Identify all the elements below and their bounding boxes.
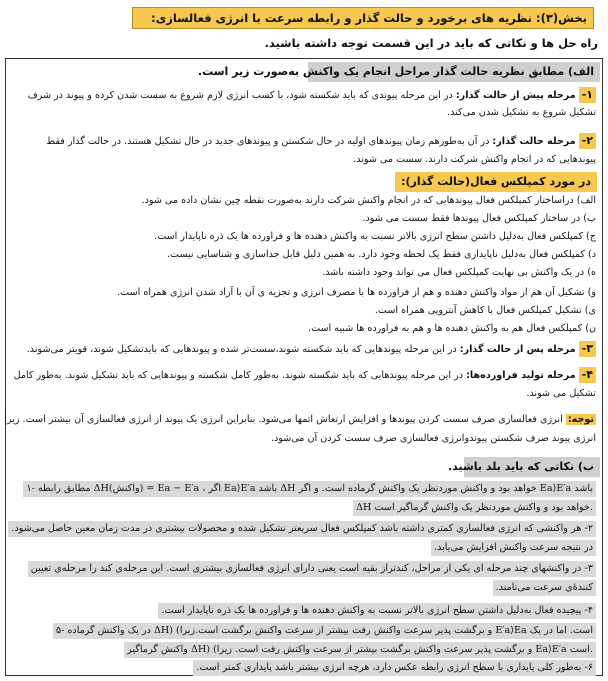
complex-item: ه) در یک واکنش بی نهایت کمپلکس فعال می تواند وجود داشته باشد. xyxy=(322,267,596,278)
tip-line xyxy=(12,561,596,577)
note-tag: توجه: xyxy=(567,414,594,425)
tip-line xyxy=(12,521,596,537)
tip-text: ۱- مطابق رابطه ΔH(واکنش) = Ea − E′a ، اگر Ea⟩E′a باشد ΔH خواهد بود و واکنش موردنظر یک واکنش گرماده است. و اگر Ea⟩E′a باشد xyxy=(23,481,596,497)
step4-line1 xyxy=(12,367,596,384)
complex-item: ج) کمپلکس فعال به‌دلیل داشتن سطح انرژی بالاتر نسبت به واکنش دهنده ها و فراورده ها یک ذره ناپایدار است. xyxy=(154,231,596,242)
tip-line xyxy=(12,603,596,619)
tip-line xyxy=(12,540,596,556)
note-line1 xyxy=(4,412,596,428)
tip-line xyxy=(12,660,596,676)
step2-title: مرحله حالت گذار: xyxy=(492,136,576,147)
intro-text: راه حل ها و نکاتی که باید در این قسمت توجه داشته باشید. xyxy=(264,36,598,50)
complex-item: د) کمپلکس فعال به‌دلیل ناپایداری فقط یک لحظه وجود دارد. به همین دلیل قابل جداسازی و شناسایی نیست. xyxy=(166,249,596,260)
complex-item: ی) تشکیل کمپلکس فعال با کاهش آنتروپی همراه است. xyxy=(374,305,596,316)
tip-text: ۶- به‌طور کلی پایداری با سطح انرژی رابطه عکس دارد، هرچه انرژی بیشتر باشد پایداری کمتر است. xyxy=(193,660,596,676)
section-title: بخش(۳): نظریه های برخورد و حالت گذار و رابطه سرعت با انرژی فعالسازی: xyxy=(132,7,594,29)
tip-text: کنندهٔ‌ی سرعت می‌نامند. xyxy=(493,580,596,596)
step2-line2: پیوندهایی که در انجام واکنش شرکت دارند. سست می شوند. xyxy=(353,154,596,165)
complex-item: ب) در ساختار کمپلکس فعال پیوندها فقط سست می شود. xyxy=(362,213,596,224)
section-b-heading: ب) نکاتی که باید بلد باشید. xyxy=(464,457,600,477)
step3-title: مرحله پس از حالت گذار: xyxy=(459,344,576,355)
tip-line xyxy=(12,642,596,658)
step4-title: مرحله تولید فراورده‌ها: xyxy=(466,370,576,381)
step4-line2: تشکیل می شوند. xyxy=(526,388,596,399)
note-text: انرژی فعالسازی صرف سست کردن پیوندها و افزایش ارتعاش اتمها می‌شود. بنابراین انرژی یک پیوند از انرژی فعالسازی آن بیشتر است. زیرا xyxy=(4,414,563,425)
step2-number: ۲- xyxy=(579,133,596,149)
tip-line xyxy=(12,580,596,596)
step3-line1 xyxy=(12,341,596,358)
tip-text: در نتیجه سرعت واکنش افزایش می‌یابد. xyxy=(431,540,596,556)
tip-text: واکنش گرماگیر ΔH) (و برگشت پذیر سرعت واکنش برگشت بیشتر از سرعت واکنش رفت است. زیرا Ea⟩E′a است. xyxy=(124,642,596,658)
tip-text: ۲- هر واکنشی که انرژی فعالسازی کمتری داشته باشد کمپلکس فعال سریعتر تشکیل شده و محصولات بیشتری در مدت زمان معین حاصل می‌شود. xyxy=(8,521,596,537)
step3-text: در این مرحله پیوندهایی که باید شکسته شوند،سست‌تر شده و پیوندهایی که بایدتشکیل شوند، قویتر می‌شوند. xyxy=(26,344,457,355)
note-line2: انرژی پیوند صرف شکستن پیوندوانرژی فعالسازی صرف سست کردن آن می‌شود. xyxy=(270,433,596,444)
complex-item: ن) کمپلکس فعال هم به واکنش دهنده ها و هم به فراورده ها شبیه است. xyxy=(308,323,596,334)
step1-line2: تشکیل شروع به تشکیل شدن می‌کند. xyxy=(447,107,596,118)
tip-text: ۳- در واکنشهای چند مرحله ای یکی از مراحل، کندتراز بقیه است یعنی دارای انرژی فعالسازی بیشتری است. این مرحله‌ی کند را مرحله‌ی تعیین xyxy=(28,561,596,577)
tip-text: ۵- در یک واکنش گرماده ΔH) (و برگشت پذیر سرعت واکنش رفت بیشتر از سرعت واکنش برگشت است.زیرا E′a⟩Ea است. اما در یک xyxy=(53,623,596,639)
complex-item: و) تشکیل آن هم از مواد واکنش دهنده و هم از فراورده ها با مصرف انرژی و تجزیه ی آن با آزاد شدن انرژی همراه است. xyxy=(117,287,596,298)
step2-line1 xyxy=(12,133,596,150)
tip-line xyxy=(12,481,596,497)
step4-number: ۴- xyxy=(579,367,596,383)
step2-text: در آن به‌طورهم زمان پیوندهای اولیه در حال شکستن و پیوندهای جدید در حال تشکیل هستند. در حالت گذار فقط xyxy=(46,136,490,147)
step4-text: در این مرحله پیوندهایی که باید شکسته شوند. به‌طور کامل شکسته و پیوندهایی که باید تشکیل شوند. به‌طور کامل xyxy=(13,370,464,381)
complex-heading: در مورد کمپلکس فعال(حالت گذار): xyxy=(395,172,597,192)
tip-text: ۴- پیچیده فعال به‌دلیل داشتن سطح انرژی بالاتر نسبت به واکنش دهنده ها و فراورده ها یک ذره ناپایدار است. xyxy=(158,603,596,619)
section-a-heading: الف) مطابق نظریه حالت گذار مراحل انجام یک واکنش به‌صورت زیر است. xyxy=(308,62,600,82)
tip-line xyxy=(12,500,596,516)
content-box xyxy=(5,58,603,676)
step1-line1 xyxy=(12,87,596,104)
tip-text: ΔH خواهد بود و واکنش موردنظر یک واکنش گرماگیر است. xyxy=(353,500,596,516)
step3-number: ۳- xyxy=(579,341,596,357)
step1-number: ۱- xyxy=(579,87,596,103)
complex-item: الف) دراساختار کمپلکس فعال پیوندهایی که در انجام واکنش شرکت دارند به‌صورت نقطه چین نشان داده می شود. xyxy=(141,195,596,206)
step1-text: در این مرحله پیوندی که باید شکسته شود، با کسب انرژی لازم شروع به سست شدن کرده و پیوند در شرف xyxy=(27,90,453,101)
step1-title: مرحله پیش از حالت گذار: xyxy=(455,90,576,101)
tip-line xyxy=(12,623,596,639)
